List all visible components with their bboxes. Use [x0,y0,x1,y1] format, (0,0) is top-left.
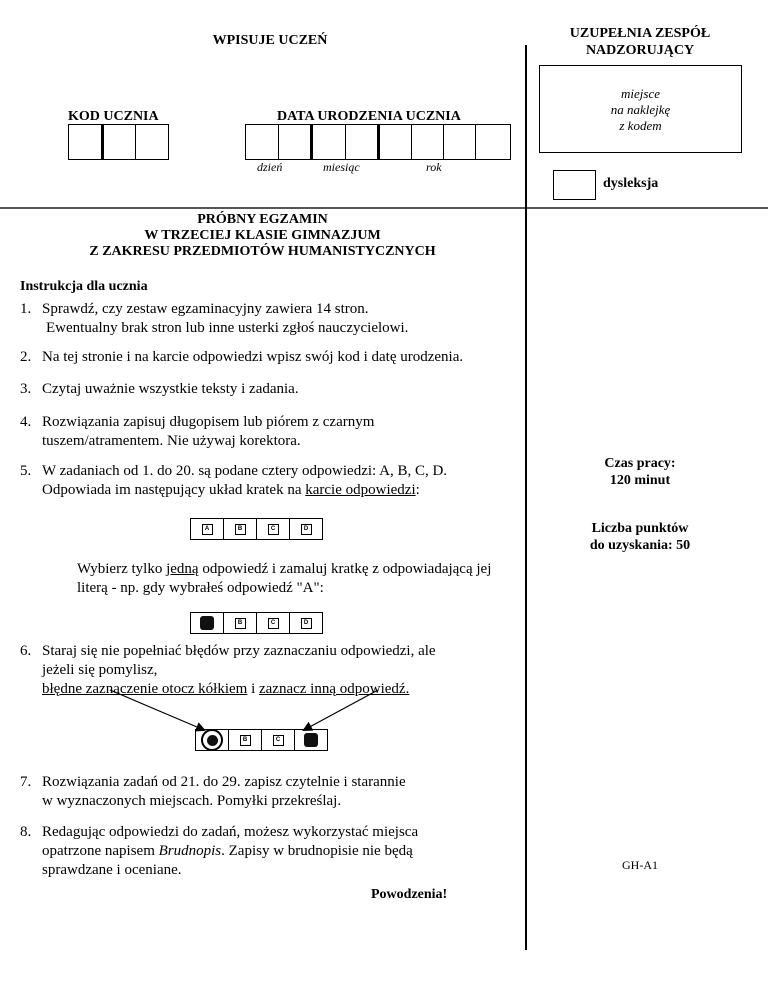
title-line: W TRZECIEJ KLASIE GIMNAZJUM [144,228,381,243]
student-fills-heading: WPISUJE UCZEŃ [212,33,328,48]
instruction-5: 5. W zadaniach od 1. do 20. są podane cztery odpowiedzi: A, B, C, D. Odpowiada im następujący układ kratek na karcie odpowiedzi: [20,463,448,498]
month-label: miesiąc [323,160,360,174]
filled-mark [304,733,318,747]
student-code-label: KOD UCZNIA [68,109,159,124]
instruction-5-continued: Wybierz tylko jedną odpowiedź i zamaluj kratkę z odpowiadającą jej literą - np. gdy wybrałeś odpowiedź "A": [77,561,492,596]
instruction-8: 8. Redagując odpowiedzi do zadań, możesz wykorzystać miejsca opatrzone napisem Brudnopis. Zapisy w brudnopisie nie będą sprawdzane i oceniane. [20,824,419,878]
sticker-line: na naklejkę [610,102,671,117]
answer-box-b: B [228,729,262,751]
dyslexia-label: dysleksja [603,176,659,191]
answer-grid-correction-example [195,729,327,751]
team-fills-heading: UZUPEŁNIA ZESPÓŁ NADZORUJĄCY [569,26,711,58]
instruction-7: 7. Rozwiązania zadań od 21. do 29. zapisz czytelnie i starannie w wyznaczonych miejscach. Pomyłki przekreślaj. [20,774,406,809]
answer-box-c: C [261,729,295,751]
answer-box-a: A [190,518,224,540]
exam-code: GH-A1 [622,858,658,872]
answer-box-d-filled [294,729,328,751]
title-line: Z ZAKRESU PRZEDMIOTÓW HUMANISTYCZNYCH [89,244,436,259]
instruction-1: 1. Sprawdź, czy zestaw egzaminacyjny zawiera 14 stron. Ewentualny brak stron lub inne usterki zgłoś nauczycielowi. [20,301,409,336]
time-info: Czas pracy: 120 minut [604,456,676,488]
good-luck: Powodzenia! [371,887,448,902]
answer-box-d: D [289,612,323,634]
instructions-heading: Instrukcja dla ucznia [20,279,148,294]
answer-box-d: D [289,518,323,540]
title-line: PRÓBNY EGZAMIN [197,212,328,227]
circled-mark [201,729,223,751]
answer-box-c: C [256,612,290,634]
instruction-6: 6. Staraj się nie popełniać błędów przy zaznaczaniu odpowiedzi, ale jeżeli się pomylisz, błędne zaznaczenie otocz kółkiem i zaznacz inną odpowiedź. [20,643,436,697]
arrow-to-new-mark [304,690,378,730]
year-label: rok [426,160,442,174]
answer-box-c: C [256,518,290,540]
points-info: Liczba punktów do uzyskania: 50 [589,521,691,553]
instruction-2: 2. Na tej stronie i na karcie odpowiedzi wpisz swój kod i datę urodzenia. [20,349,464,365]
answer-box-b: B [223,612,257,634]
arrow-to-circled [110,690,204,730]
answer-box-a-circled [195,729,229,751]
sticker-line: miejsce [621,86,660,101]
instruction-3: 3. Czytaj uważnie wszystkie teksty i zadania. [20,381,299,397]
instruction-4: 4. Rozwiązania zapisuj długopisem lub piórem z czarnym tuszem/atramentem. Nie używaj korektora. [20,414,375,449]
answer-box-b: B [223,518,257,540]
sticker-line: z kodem [619,118,662,133]
day-label: dzień [257,160,283,174]
birth-date-label: DATA URODZENIA UCZNIA [277,109,461,124]
